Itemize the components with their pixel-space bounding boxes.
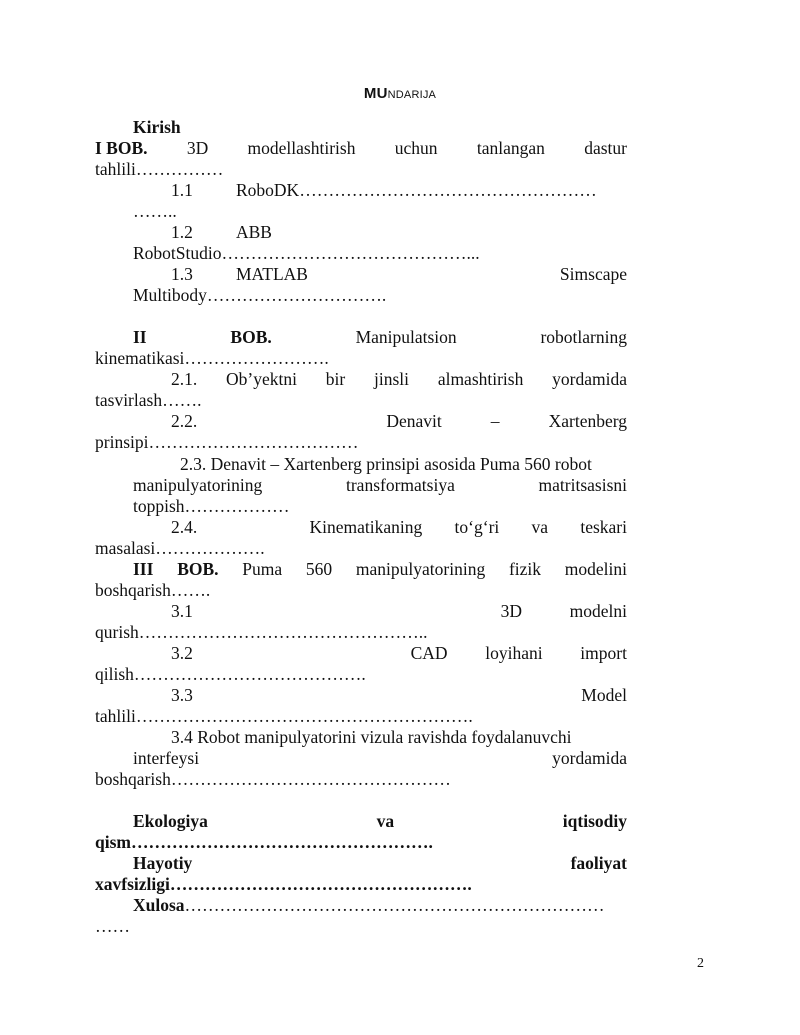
toc-entry-1-3: 1.3 MATLAB Simscape [171,264,627,284]
toc-entry-2-4: 2.4. Kinematikaning to‘g‘ri va teskari [171,517,627,537]
page-number: 2 [697,956,704,971]
toc-entry-chapter-3: III BOB. Puma 560 manipulyatorining fizik modelini [133,559,627,579]
toc-entry-1-3-cont: Multibody…………………………. [133,285,387,305]
toc-entry-3-4: 3.4 Robot manipulyatorini vizula ravishda foydalanuvchi [171,727,572,747]
toc-entry-2-3-line2: manipulyatorining transformatsiya matritsasisni [133,475,627,495]
toc-entry-chapter-2: II BOB. Manipulatsion robotlarning [133,327,627,347]
toc-entry-hayotiy: Hayotiy faoliyat [133,853,627,873]
toc-entry-3-2-cont: qilish…………………………………. [95,664,366,684]
toc-entry-3-1: 3.1 3D modelni [171,601,627,621]
toc-entry-chapter-2-cont: kinematikasi……………………. [95,348,329,368]
toc-entry-3-4-cont: boshqarish………………………………………… [95,769,451,789]
toc-entry-2-2: 2.2. Denavit – Xartenberg [171,411,627,431]
toc-entry-ekologiya: Ekologiya va iqtisodiy [133,811,627,831]
toc-entry-chapter-1: I BOB. 3D modellashtirish uchun tanlangan dastur [95,138,627,158]
toc-entry-1-2-cont: RobotStudio……………………………………... [133,243,480,263]
toc-entry-hayotiy-cont: xavfsizligi……………………………………………. [95,874,472,894]
page-title: MUNDARIJA [363,85,437,102]
toc-entry-3-4-line2: interfeysi yordamida [133,748,627,768]
toc-entry-3-3: 3.3 Model [171,685,627,705]
toc-entry-ekologiya-cont: qism……………………………………………. [95,832,433,852]
toc-entry-3-3-cont: tahlili…………………………………………………. [95,706,473,726]
toc-entry-3-1-cont: qurish………………………………………….. [95,622,428,642]
toc-entry-xulosa-cont: …… [95,916,130,936]
toc-entry-2-3: 2.3. Denavit – Xartenberg prinsipi asosida Puma 560 robot [180,454,592,474]
toc-entry-2-3-cont: toppish……………… [133,496,290,516]
toc-entry-1-2: 1.2 ABB [171,222,272,242]
toc-entry-1-1-cont: …….. [133,201,177,221]
toc-entry-1-1: 1.1 RoboDK…………………………………………… [171,180,597,200]
toc-entry-2-2-cont: prinsipi……………………………… [95,432,359,452]
toc-entry-2-4-cont: masalasi………………. [95,538,265,558]
toc-entry-chapter-1-cont: tahlili…………… [95,159,224,179]
toc-entry-2-1: 2.1. Ob’yektni bir jinsli almashtirish yordamida [171,369,627,389]
toc-entry-kirish: Kirish [133,117,181,137]
toc-entry-chapter-3-cont: boshqarish……. [95,580,211,600]
toc-entry-3-2: 3.2 CAD loyihani import [171,643,627,663]
toc-entry-2-1-cont: tasvirlash……. [95,390,202,410]
toc-entry-xulosa: Xulosa……………………………………………………………… [133,895,605,915]
